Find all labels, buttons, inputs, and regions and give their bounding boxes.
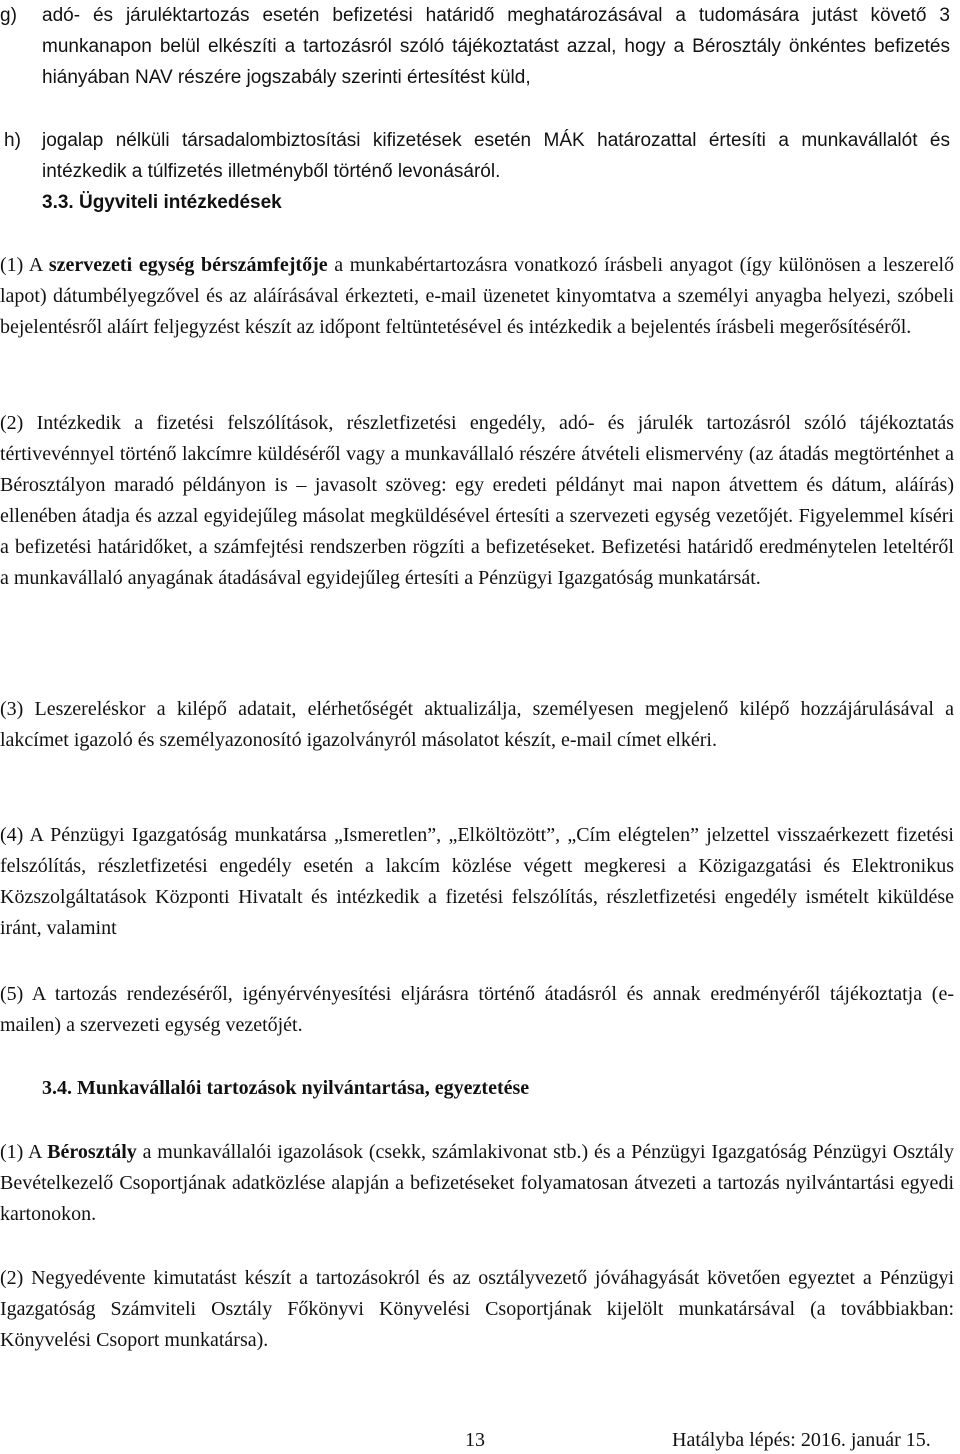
effective-date: Hatályba lépés: 2016. január 15. — [672, 1429, 931, 1451]
list-marker: g) — [0, 5, 17, 26]
list-item-h — [0, 125, 950, 187]
paragraph-1 — [0, 250, 954, 343]
paragraph-text: (1) A — [0, 1141, 48, 1163]
list-item-g — [0, 0, 950, 93]
section-heading-3-3: 3.3. Ügyviteli intézkedések — [42, 192, 282, 213]
page-number: 13 — [465, 1429, 485, 1451]
paragraph-5: (5) A tartozás rendezéséről, igényérvényesítési eljárásra történő átadásról és annak eredményéről tájékoztatja (e-mailen) a szervezeti egység vezetőjét. — [0, 983, 954, 1036]
paragraph-text: (1) A — [0, 254, 49, 276]
paragraph-text: a munkabértartozásra vonatkozó írásbeli anyagot (így különösen a leszerelő lapot) dátumbélyegzővel és az aláírásával érkezteti, e-mail üzenetet kinyomtatva a személyi anyagba helyezi, szóbeli bejelentésről aláírt feljegyzést készít az időpont feltüntetésével és intézkedik a bejelentés írásbeli megerősítéséről. — [0, 254, 955, 338]
paragraph-text: a munkavállalói igazolások (csekk, számlakivonat stb.) és a Pénzügyi Igazgatóság Pénzügyi Osztály Bevételkezelő Csoportjának adatközlése alapján a befizetéseket folyamatosan átvezeti a tartozás nyilvántartási egyedi kartonokon. — [0, 1141, 954, 1225]
section-heading-3-4: 3.4. Munkavállalói tartozások nyilvántartása, egyeztetése — [42, 1077, 530, 1099]
emphasis-text: Bérosztály — [47, 1141, 137, 1163]
list-item-text: jogalap nélküli társadalombiztosítási kifizetések esetén MÁK határozattal értesíti a munkavállalót és intézkedik a túlfizetés illetményből történő levonásáról. — [42, 130, 950, 182]
paragraph-3: (3) Leszereléskor a kilépő adatait, elérhetőségét aktualizálja, személyesen megjelenő kilépő hozzájárulásával a lakcímet igazoló és személyazonosító igazolványról másolatot készít, e-mail címet elkéri. — [0, 698, 954, 751]
paragraph-4: (4) A Pénzügyi Igazgatóság munkatársa „Ismeretlen”, „Elköltözött”, „Cím elégtelen” jelzettel visszaérkezett fizetési felszólítás, részletfizetési engedély esetén a lakcím közlése végett megkeresi a Közigazgatási és Elektronikus Közszolgáltatások Központi Hivatalt és intézkedik a fizetési felszólítás, részletfizetési engedély ismételt kiküldése iránt, valamint — [0, 824, 954, 939]
list-marker: h) — [4, 130, 21, 151]
emphasis-text: szervezeti egység bérszámfejtője — [48, 254, 328, 276]
list-item-text: adó- és járuléktartozás esetén befizetési határidő meghatározásával a tudomására jutást követő 3 munkanapon belül elkészíti a tartozásról szóló tájékoztatást azzal, hogy a Bérosztály önkéntes befizetés hiányában NAV részére jogszabály szerinti értesítést küld, — [42, 5, 950, 88]
paragraph-2: (2) Intézkedik a fizetési felszólítások, részletfizetési engedély, adó- és járulék tartozásról szóló tájékoztatás tértivevénnyel történő lakcímre küldéséről vagy a munkavállaló részére átvételi elismervény (az átadás megtörténhet a Bérosztályon maradó példányon is – javasolt szöveg: egy eredeti példányt mai napon átvettem és dátum, aláírás) ellenében átadja és azzal egyidejűleg másolat megküldésével értesíti a szervezeti egység vezetőjét. Figyelemmel kíséri a befizetési határidőket, a számfejtési rendszerben rögzíti a befizetéseket. Befizetési határidő eredménytelen leteltéről a munkavállaló anyagának átadásával egyidejűleg értesíti a Pénzügyi Igazgatóság munkatársát. — [0, 412, 954, 589]
paragraph-7: (2) Negyedévente kimutatást készít a tartozásokról és az osztályvezető jóváhagyását követően egyeztet a Pénzügyi Igazgatóság Számviteli Osztály Főkönyvi Könyvelési Csoportjának kijelölt munkatársával (a továbbiakban: Könyvelési Csoport munkatársa). — [0, 1267, 954, 1351]
paragraph-6 — [0, 1137, 954, 1230]
